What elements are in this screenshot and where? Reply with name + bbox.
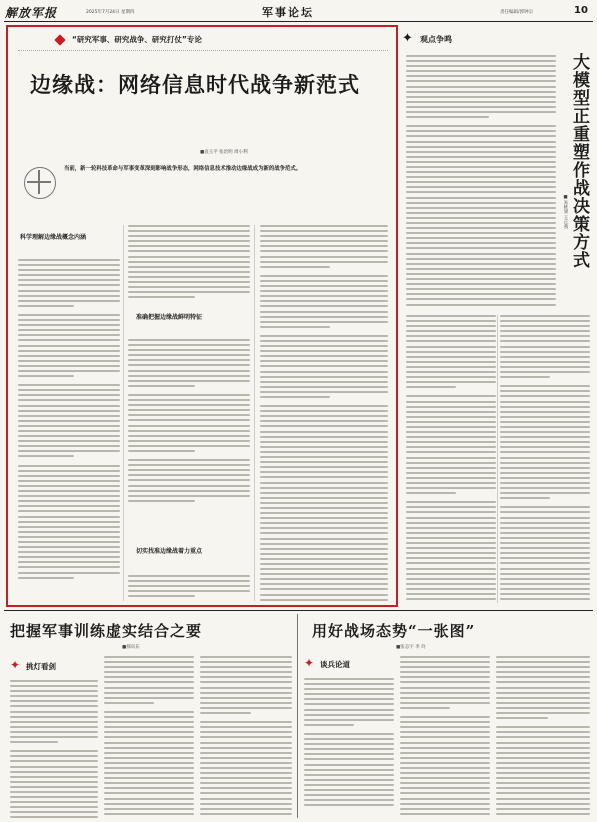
training-body-col-1 xyxy=(10,680,98,818)
opinion-title: 大模型正重塑作战决策方式 xyxy=(569,53,589,269)
battlefield-title: 用好战场态势“一张图” xyxy=(312,622,476,640)
paper-name: 解放军报 xyxy=(5,6,58,20)
kicker-bullet-icon xyxy=(54,34,65,45)
lead-text: 当前，新一轮科技革命与军事变革深刻影响战争形态，网络信息技术推动边缘战成为新的战争范式。 xyxy=(64,166,302,172)
feature-body-col-3 xyxy=(260,225,388,601)
col-divider-1 xyxy=(123,225,124,601)
section-title: 军事论坛 xyxy=(262,6,314,19)
kicker-text: “研究军事、研究战争、研究打仗”专论 xyxy=(72,35,202,44)
opinion-article xyxy=(400,25,593,607)
opinion-body-col-2 xyxy=(406,315,496,603)
compass-icon xyxy=(24,167,56,199)
lead-box xyxy=(18,161,388,217)
star-icon: ✦ xyxy=(10,658,21,672)
opinion-body-col-3 xyxy=(500,315,590,603)
subhead-1: 科学理解边缘战概念内涵 xyxy=(20,234,87,241)
battlefield-body-col-3 xyxy=(496,656,590,818)
feature-title: 边缘战：网络信息时代战争新范式 xyxy=(30,72,360,97)
battlefield-column-name: 谈兵论道 xyxy=(320,660,350,669)
training-body-col-3 xyxy=(200,656,292,818)
page-number: 10 xyxy=(574,5,588,16)
battlefield-body-col-2 xyxy=(400,656,490,818)
opinion-byline: ■朱栋梁 王正燕 xyxy=(563,195,568,229)
opinion-body-col-1 xyxy=(406,55,556,307)
training-column-name: 挑灯看剑 xyxy=(26,662,56,671)
subhead-2: 准确把握边缘战鲜明特征 xyxy=(136,314,203,321)
column-tag xyxy=(402,33,472,47)
battlefield-article xyxy=(300,612,593,820)
feature-body-col-2b xyxy=(128,339,250,601)
bottom-divider xyxy=(297,614,298,818)
mid-rule xyxy=(4,610,593,611)
opinion-col-divider xyxy=(497,315,498,603)
training-article xyxy=(4,612,296,820)
subhead-3: 切实找准边缘战着力重点 xyxy=(136,548,203,555)
editor-line: 责任编辑/郭钟宗 xyxy=(500,10,534,15)
feature-body-col-2c xyxy=(128,575,250,603)
kicker-bar xyxy=(18,34,388,51)
battlefield-body-col-1 xyxy=(304,678,394,818)
masthead xyxy=(0,0,597,24)
training-title: 把握军事训练虚实结合之要 xyxy=(10,622,203,640)
battlefield-column-tag xyxy=(304,658,374,672)
training-body-col-2 xyxy=(104,656,194,818)
col-divider-2 xyxy=(254,225,255,601)
feature-body-col-2 xyxy=(128,225,250,303)
star-icon: ✦ xyxy=(304,656,315,670)
battlefield-byline: ■张志宇 李 玲 xyxy=(396,645,426,650)
training-column-tag xyxy=(10,660,80,674)
date-line: 2025年7月24日 星期四 xyxy=(86,10,135,15)
feature-body-col-1 xyxy=(18,259,120,599)
masthead-rule xyxy=(4,21,593,22)
training-byline: ■郝向东 xyxy=(122,645,140,650)
feature-article xyxy=(6,25,398,607)
star-icon: ✦ xyxy=(402,31,413,46)
feature-byline: ■袁玉平 张治明 周小利 xyxy=(200,150,248,155)
column-name: 观点争鸣 xyxy=(420,35,452,44)
